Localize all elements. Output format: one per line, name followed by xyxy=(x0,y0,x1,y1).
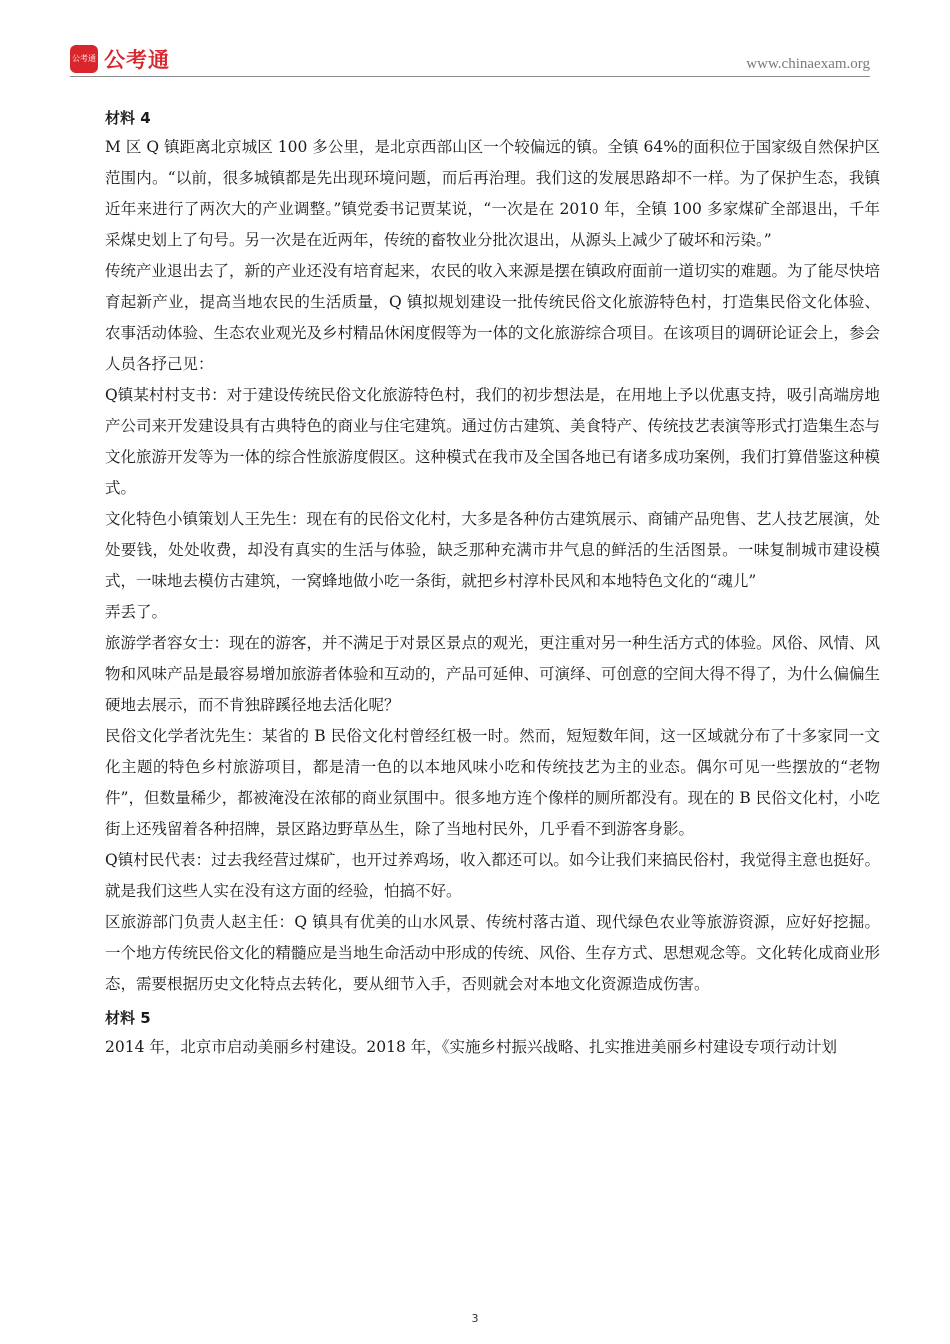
paragraph: Q镇某村村支书：对于建设传统民俗文化旅游特色村，我们的初步想法是，在用地上予以优惠支持，吸引高端房地产公司来开发建设具有古典特色的商业与住宅建筑。通过仿古建筑、美食特产、传统技艺表演等形式打造集生态与文化旅游开发等为一体的综合性旅游度假区。这种模式在我市及全国各地已有诸多成功案例，我们打算借鉴这种模式。 xyxy=(105,386,881,497)
paragraph: 民俗文化学者沈先生：某省的 B 民俗文化村曾经红极一时。然而，短短数年间，这一区域就分布了十多家同一文化主题的特色乡村旅游项目，都是清一色的以本地风味小吃和传统技艺为主的业态。偶尔可见一些摆放的“老物件”，但数量稀少，都被淹没在浓郁的商业氛围中。很多地方连个像样的厕所都没有。现在的 B 民俗文化村，小吃街上还残留着各种招牌，景区路边野草丛生，除了当地村民外，几乎看不到游客身影。 xyxy=(105,727,880,838)
logo-badge-icon: 公考通 xyxy=(70,45,98,73)
paragraph: M 区 Q 镇距离北京城区 100 多公里，是北京西部山区一个较偏远的镇。全镇 64%的面积位于国家级自然保护区范围内。“以前，很多城镇都是先出现环境问题，而后再治理。我们这的发展思路却不一样。为了保护生态，我镇近年来进行了两次大的产业调整。”镇党委书记贾某说，“一次是在 2010 年，全镇 100 多家煤矿全部退出，千年采煤史划上了句号。另一次是在近两年，传统的畜牧业分批次退出，从源头上减少了破坏和污染。” xyxy=(105,138,880,249)
paragraph: 2014 年，北京市启动美丽乡村建设。2018 年，《实施乡村振兴战略、扎实推进美丽乡村建设专项行动计划 xyxy=(105,1038,837,1056)
page-header xyxy=(70,44,870,78)
paragraph: Q镇村民代表：过去我经营过煤矿，也开过养鸡场，收入都还可以。如今让我们来搞民俗村，我觉得主意也挺好。就是我们这些人实在没有这方面的经验，怕搞不好。 xyxy=(105,851,880,900)
paragraph: 区旅游部门负责人赵主任：Q 镇具有优美的山水风景、传统村落古道、现代绿色农业等旅游资源，应好好挖掘。一个地方传统民俗文化的精髓应是当地生命活动中形成的传统、风俗、生存方式、思想观念等。文化转化成商业形态，需要根据历史文化特点去转化，要从细节入手，否则就会对本地文化资源造成伤害。 xyxy=(105,913,881,993)
document-body xyxy=(105,100,880,1063)
paragraph: 传统产业退出去了，新的产业还没有培育起来，农民的收入来源是摆在镇政府面前一道切实的难题。为了能尽快培育起新产业，提高当地农民的生活质量，Q 镇拟规划建设一批传统民俗文化旅游特色村，打造集民俗文化体验、农事活动体验、生态农业观光及乡村精品休闲度假等为一体的文化旅游综合项目。在该项目的调研论证会上，参会人员各抒己见： xyxy=(105,262,881,373)
header-divider xyxy=(70,76,870,77)
logo xyxy=(70,44,170,74)
paragraph: 文化特色小镇策划人王先生：现在有的民俗文化村，大多是各种仿古建筑展示、商铺产品兜售、艺人技艺展演，处处要钱，处处收费，却没有真实的生活与体验，缺乏那种充满市井气息的鲜活的生活图景。一味复制城市建设模式，一味地去模仿古建筑，一窝蜂地做小吃一条街，就把乡村淳朴民风和本地特色文化的“魂儿” xyxy=(105,510,881,590)
material-4-heading: 材料 4 xyxy=(105,109,151,127)
material-5-heading: 材料 5 xyxy=(105,1009,151,1027)
logo-text: 公考通 xyxy=(104,48,170,72)
paragraph: 旅游学者容女士：现在的游客，并不满足于对景区景点的观光，更注重对另一种生活方式的体验。风俗、风情、风物和风味产品是最容易增加旅游者体验和互动的，产品可延伸、可演绎、可创意的空间大得不得了，为什么偏偏生硬地去展示，而不肯独辟蹊径地去活化呢？ xyxy=(105,634,881,714)
page-number: 3 xyxy=(471,1312,479,1325)
paragraph: 弄丢了。 xyxy=(105,603,168,621)
site-url: www.chinaexam.org xyxy=(746,56,870,72)
